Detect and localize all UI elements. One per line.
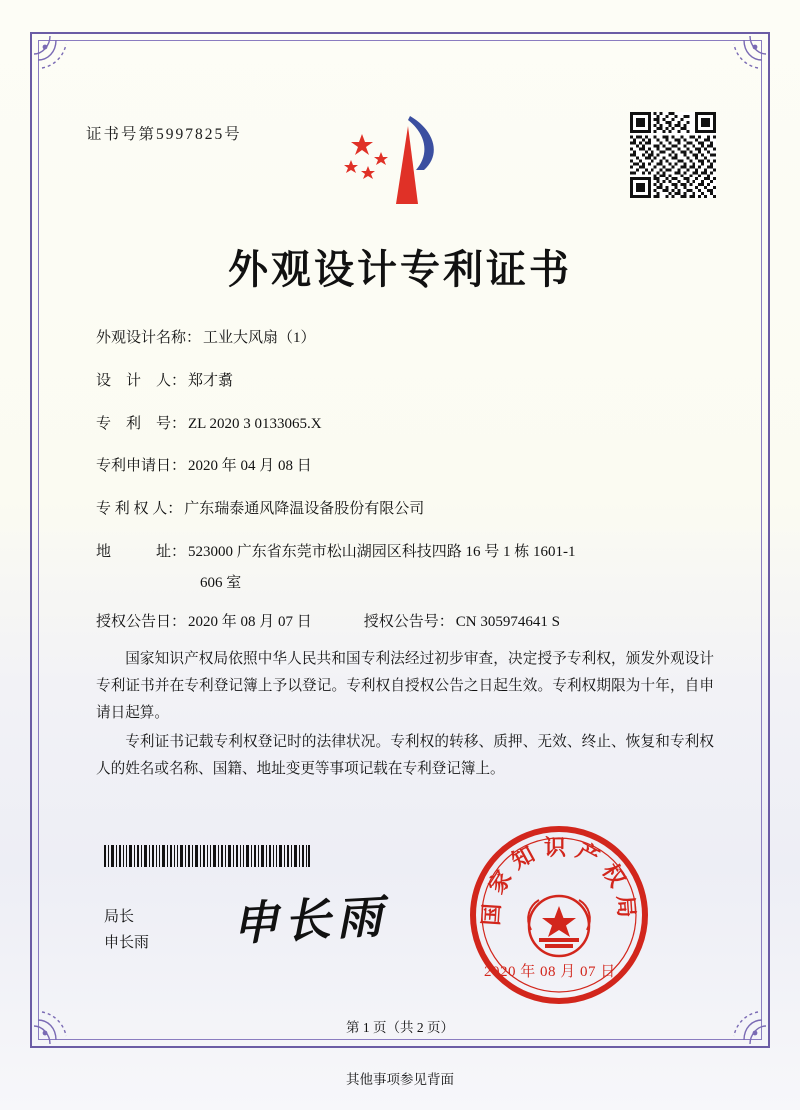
field-value: 523000 广东省东莞市松山湖园区科技四路 16 号 1 栋 1601-1: [188, 543, 576, 560]
field-patentee: [96, 499, 716, 521]
footer-note: 其他事项参见背面: [346, 1072, 454, 1087]
corner-ornament-icon: [714, 34, 768, 88]
field-grant-row: [96, 612, 716, 634]
field-label-grant-date: 授权公告日：: [96, 613, 187, 630]
field-value-grant-date: 2020 年 08 月 07 日: [188, 613, 312, 630]
page-number: 第 1 页（共 2 页）: [346, 1020, 454, 1035]
field-value: 郑才翥: [188, 372, 234, 389]
certificate-number: 证书号第5997825号: [86, 126, 242, 143]
svg-text:国家知识产权局: 国家知识产权局: [479, 836, 639, 927]
qr-code: [630, 112, 716, 198]
field-label: 外观设计名称：: [96, 330, 202, 346]
corner-ornament-icon: [32, 34, 86, 88]
field-address-line2: 606 室: [200, 574, 242, 591]
field-value-grant-number: CN 305974641 S: [455, 613, 560, 630]
handwritten-signature: 申长雨: [230, 888, 390, 952]
paragraph-1: 国家知识产权局依照中华人民共和国专利法经过初步审查，决定授予专利权，颁发外观设计专利证书并在专利登记簿上予以登记。专利权自授权公告之日起生效。专利权期限为十年，自申请日起算。: [96, 651, 714, 721]
legal-text: [96, 646, 714, 785]
field-designer: [96, 371, 716, 393]
field-value: 工业大风扇（1）: [203, 330, 316, 346]
field-list: [96, 328, 716, 654]
field-patent-number: [96, 414, 716, 436]
field-application-date: [96, 456, 716, 478]
field-label: 专利申请日：: [96, 458, 187, 475]
field-value: 2020 年 04 月 08 日: [188, 458, 312, 475]
seal-date: 2020 年 08 月 07 日: [484, 964, 616, 980]
signature-role: 局长: [104, 909, 135, 925]
page-title: 外观设计专利证书: [228, 247, 572, 293]
barcode: [104, 845, 310, 867]
signature-name: 申长雨: [104, 934, 150, 951]
field-address: [96, 542, 716, 564]
field-label-grant-number: 授权公告号：: [363, 613, 454, 630]
signature-block: [104, 905, 149, 956]
field-design-name: [96, 328, 716, 350]
cnipa-logo-icon: [338, 108, 458, 208]
field-label: 专 利 权 人：: [96, 501, 183, 517]
field-value: 广东瑞泰通风降温设备股份有限公司: [184, 501, 425, 517]
paragraph-2: 专利证书记载专利权登记时的法律状况。专利权的转移、质押、无效、终止、恢复和专利权人的姓名或名称、国籍、地址变更等事项记载在专利登记簿上。: [96, 733, 714, 777]
field-label: 设 计 人：: [96, 372, 187, 389]
field-label: 地 址：: [96, 543, 187, 560]
field-label: 专 利 号：: [96, 415, 187, 432]
field-value: ZL 2020 3 0133065.X: [188, 415, 322, 432]
